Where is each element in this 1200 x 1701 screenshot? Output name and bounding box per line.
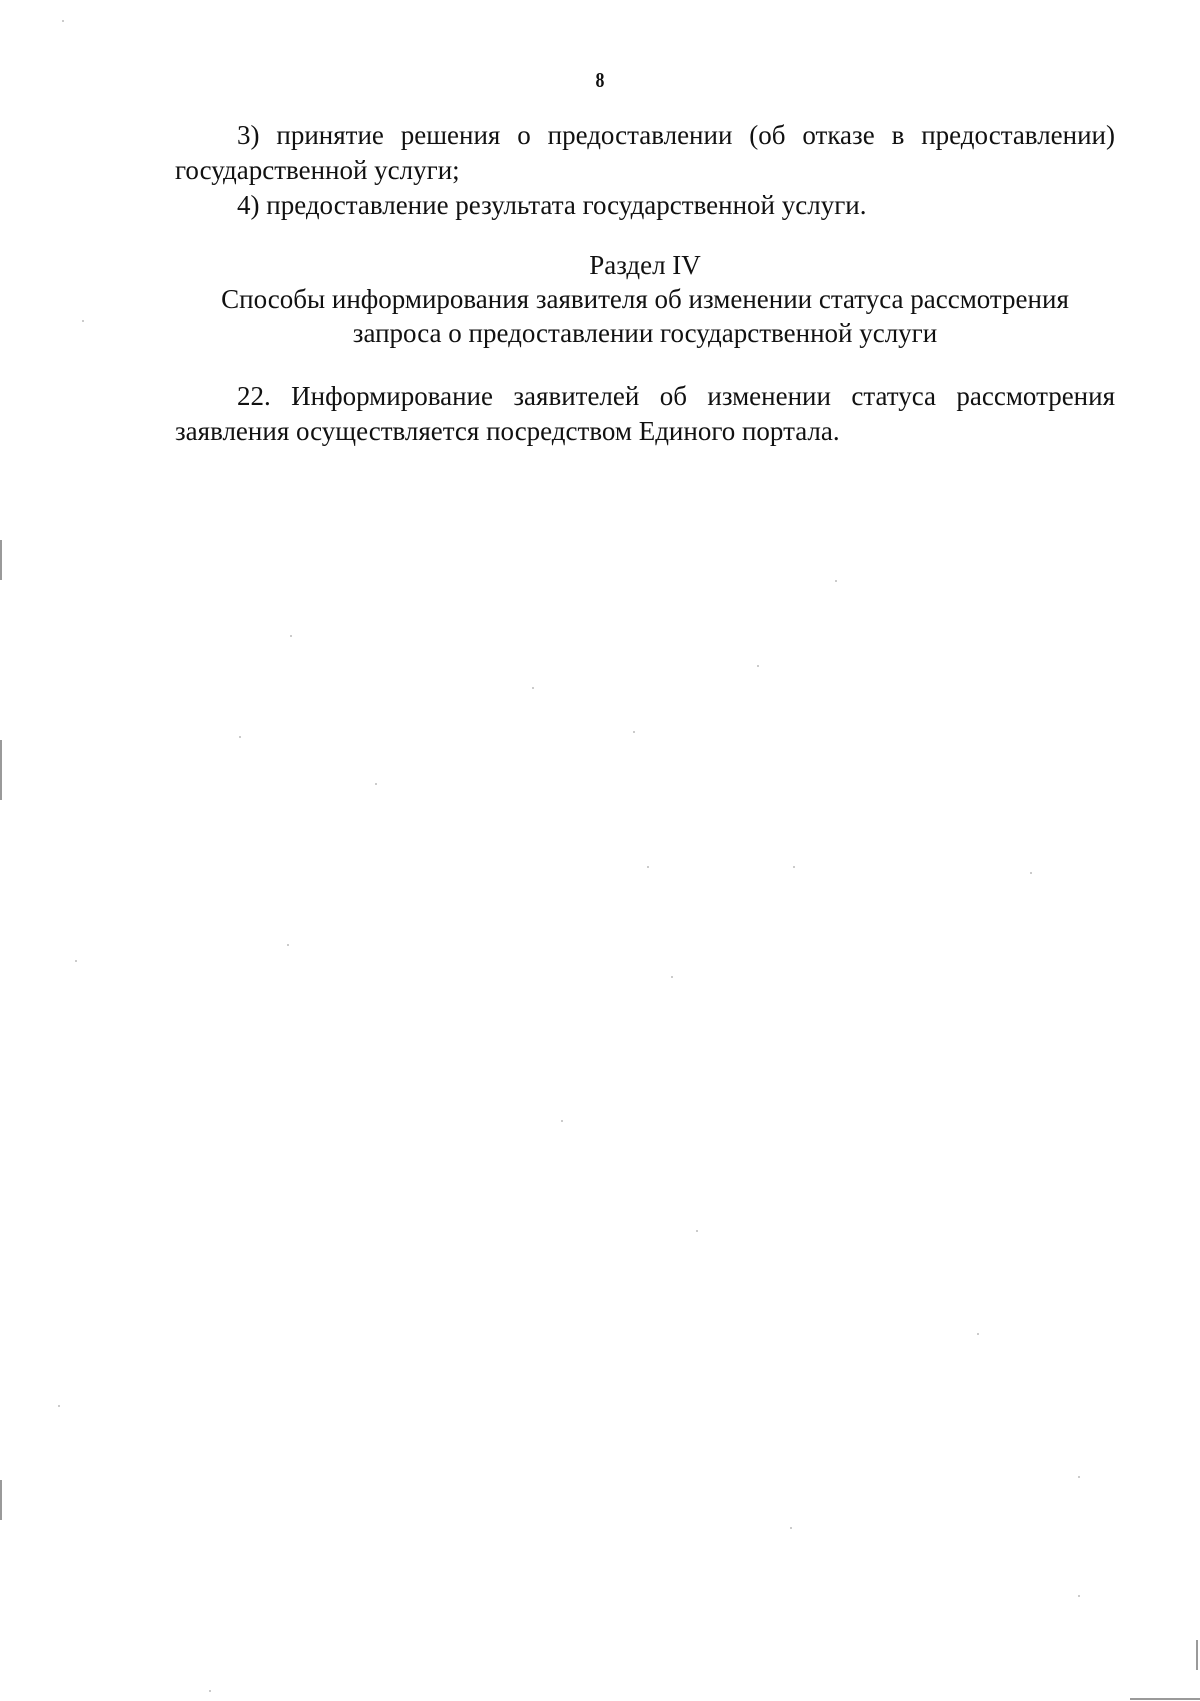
scan-speck bbox=[287, 944, 289, 946]
scan-speck bbox=[671, 976, 673, 978]
scan-edge-mark bbox=[0, 740, 2, 800]
scan-speck bbox=[239, 736, 241, 738]
scan-speck bbox=[375, 783, 377, 785]
scan-speck bbox=[75, 960, 77, 962]
scan-edge-mark bbox=[1196, 1640, 1198, 1670]
section-heading bbox=[175, 248, 1115, 350]
scan-speck bbox=[290, 635, 292, 637]
scan-speck bbox=[561, 1120, 563, 1122]
scan-speck bbox=[209, 1690, 211, 1692]
scan-speck bbox=[696, 1230, 698, 1232]
section-label: Раздел IV bbox=[589, 250, 701, 280]
scan-speck bbox=[532, 687, 534, 689]
scan-speck bbox=[647, 866, 649, 868]
page-number: 8 bbox=[595, 68, 605, 92]
scan-speck bbox=[1078, 1595, 1080, 1597]
scan-speck bbox=[793, 866, 795, 868]
scan-speck bbox=[790, 1527, 792, 1529]
paragraph-22-block bbox=[175, 379, 1115, 449]
scan-speck bbox=[757, 665, 759, 667]
scan-speck bbox=[977, 1333, 979, 1335]
scan-speck bbox=[58, 1405, 60, 1407]
list-item-3: 3) принятие решения о предоставлении (об отказе в предоставлении) государственной услуги; bbox=[175, 120, 1115, 185]
scan-speck bbox=[82, 320, 84, 322]
scan-speck bbox=[633, 731, 635, 733]
paragraph-22: 22. Информирование заявителей об изменении статуса рассмотрения заявления осуществляется посредством Единого портала. bbox=[175, 381, 1115, 446]
scan-edge-mark bbox=[1130, 1698, 1200, 1700]
scan-speck bbox=[1078, 1476, 1080, 1478]
list-items-block bbox=[175, 118, 1115, 223]
scan-edge-mark bbox=[0, 540, 2, 580]
section-title-line-2: запроса о предоставлении государственной услуги bbox=[352, 318, 938, 348]
scan-speck bbox=[1030, 872, 1032, 874]
section-title-line-1: Способы информирования заявителя об изменении статуса рассмотрения bbox=[221, 284, 1069, 314]
list-item-4: 4) предоставление результата государственной услуги. bbox=[237, 190, 867, 220]
scan-edge-mark bbox=[0, 1480, 2, 1520]
scan-speck bbox=[62, 20, 64, 22]
scan-speck bbox=[835, 580, 837, 582]
